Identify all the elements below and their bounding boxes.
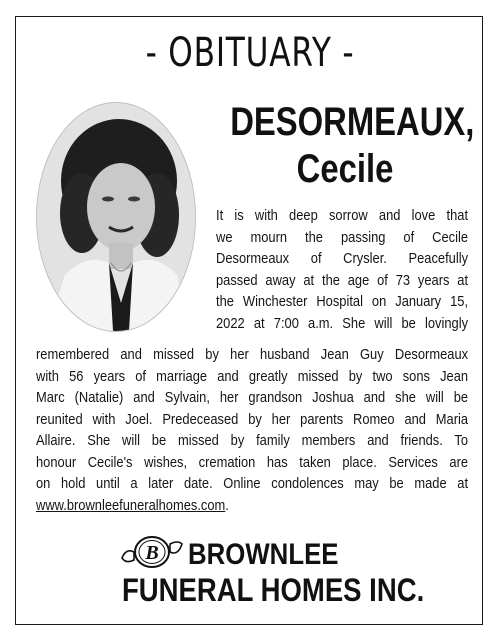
text-line: remembered and missed by her husband Jean Guy Desormeaux [36,346,469,363]
text-line-website [36,495,468,517]
brand-name-line2: FUNERAL HOMES INC. [122,572,425,608]
text-line: on hold until a later date. Online condolences may be made at [36,475,469,492]
deceased-surname: DESORMEAUX, [230,100,475,144]
text-line: Marc (Natalie) and Sylvain, her grandson Joshua and she will be [36,389,469,406]
brand-name-line1: BROWNLEE [188,538,339,571]
text-line: the Winchester Hospital on January 15, [216,293,469,310]
text-line: Allaire. She will be missed by family members and friends. To [36,432,469,449]
text-line: we mourn the passing of Cecile [216,228,469,246]
text-line: It is with deep sorrow and love that [216,207,469,224]
emblem-letter: B [145,542,159,564]
text-line: passed away at the age of 73 years at [216,271,469,289]
text-line: reunited with Joel. Predeceased by her parents Romeo and Maria [36,410,469,428]
text-line: Desormeaux of Crysler. Peacefully [216,250,469,267]
obituary-heading: - OBITUARY - [145,30,355,76]
website-period: . [225,496,229,514]
obituary-text-full [36,344,468,516]
text-line: honour Cecile's wishes, cremation has taken place. Services are [36,453,469,471]
brownlee-emblem-icon [120,534,184,570]
text-line: 2022 at 7:00 a.m. She will be lovingly [216,314,469,332]
deceased-given-name: Cecile [296,147,394,191]
text-line: with 56 years of marriage and greatly missed by two sons Jean [36,367,469,385]
condolences-website-link[interactable]: www.brownleefuneralhomes.com [36,496,226,514]
obituary-text-wrapped [216,205,468,334]
portrait-photo [36,102,196,332]
